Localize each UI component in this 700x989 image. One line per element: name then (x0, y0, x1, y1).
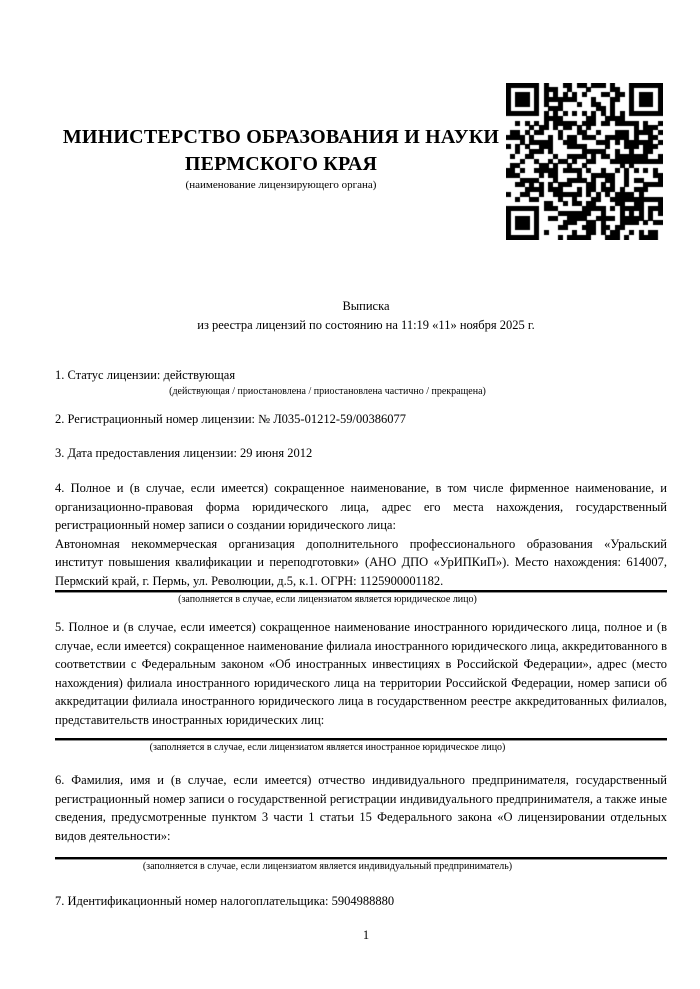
item-legal-entity-label: 4. Полное и (в случае, если имеется) сокращенное наименование, в том числе фирменное наименование, и организационно-правовая форма юридического лица, адрес его места нахождения, государственный регистрационный номер записи о создании юридического лица: (55, 481, 667, 532)
license-status-options-caption: (действующая / приостановлена / приостановлена частично / прекращена) (169, 386, 486, 397)
item-registration-number-text: 2. Регистрационный номер лицензии: № Л035-01212-59/00386077 (55, 412, 406, 426)
ministry-name-line2: ПЕРМСКОГО КРАЯ (184, 153, 378, 175)
foreign-entity-caption: (заполняется в случае, если лицензиатом является иностранное юридическое лицо) (149, 742, 506, 753)
document-header (55, 124, 507, 193)
document-title-line2: из реестра лицензий по состоянию на 11:19 «11» ноября 2025 г. (197, 317, 535, 332)
item-entrepreneur (55, 771, 667, 845)
item-grant-date (55, 444, 667, 463)
licensing-authority-caption: (наименование лицензирующего органа) (185, 179, 377, 191)
item-entrepreneur-label: 6. Фамилия, имя и (в случае, если имеется) отчество индивидуального предпринимателя, государственный регистрационный номер записи о государственной регистрации индивидуального предпринимателя, а также иные сведения, предусмотренные пунктом 3 части 1 статьи 15 Федерального закона «О лицензировании отдельных видов деятельности»: (55, 773, 667, 843)
document-title (55, 297, 677, 334)
entrepreneur-caption: (заполняется в случае, если лицензиатом является индивидуальный предприниматель) (142, 861, 513, 872)
item-foreign-entity (55, 618, 667, 729)
qr-code-icon (506, 83, 663, 240)
document-title-line1: Выписка (342, 299, 390, 313)
item-license-status (55, 366, 667, 385)
item-taxpayer-number-text: 7. Идентификационный номер налогоплательщика: 5904988880 (55, 894, 395, 908)
item-legal-entity (55, 479, 667, 590)
item-legal-entity-value: Автономная некоммерческая организация дополнительного профессионального образования «Уральский институт повышения квалификации и переподготовки» (АНО ДПО «УрИПКиП»). Место нахождения: 614007, Пермский край, г. Пермь, ул. Революции, д.5, к.1. ОГРН: 1125900001182. (55, 536, 667, 588)
item-foreign-entity-label: 5. Полное и (в случае, если имеется) сокращенное наименование иностранного юридического лица, полное и (в случае, если имеется) сокращенное наименование филиала иностранного юридического лица, аккредитованного в соответствии с Федеральным законом «Об иностранных инвестициях в Российской Федерации», адрес (место нахождения) филиала иностранного юридического лица на территории Российской Федерации, номер записи об аккредитации филиала иностранного юридического лица в государственном реестре аккредитованных филиалов, представительств иностранных юридических лиц: (55, 620, 667, 727)
item-registration-number (55, 410, 667, 429)
item-license-status-text: 1. Статус лицензии: действующая (55, 368, 236, 382)
item-grant-date-text: 3. Дата предоставления лицензии: 29 июня 2012 (55, 446, 313, 460)
ministry-name-line1: МИНИСТЕРСТВО ОБРАЗОВАНИЯ И НАУКИ (62, 126, 500, 148)
legal-entity-caption: (заполняется в случае, если лицензиатом является юридическое лицо) (178, 594, 477, 605)
page-number: 1 (362, 928, 370, 942)
item-taxpayer-number (55, 892, 667, 911)
